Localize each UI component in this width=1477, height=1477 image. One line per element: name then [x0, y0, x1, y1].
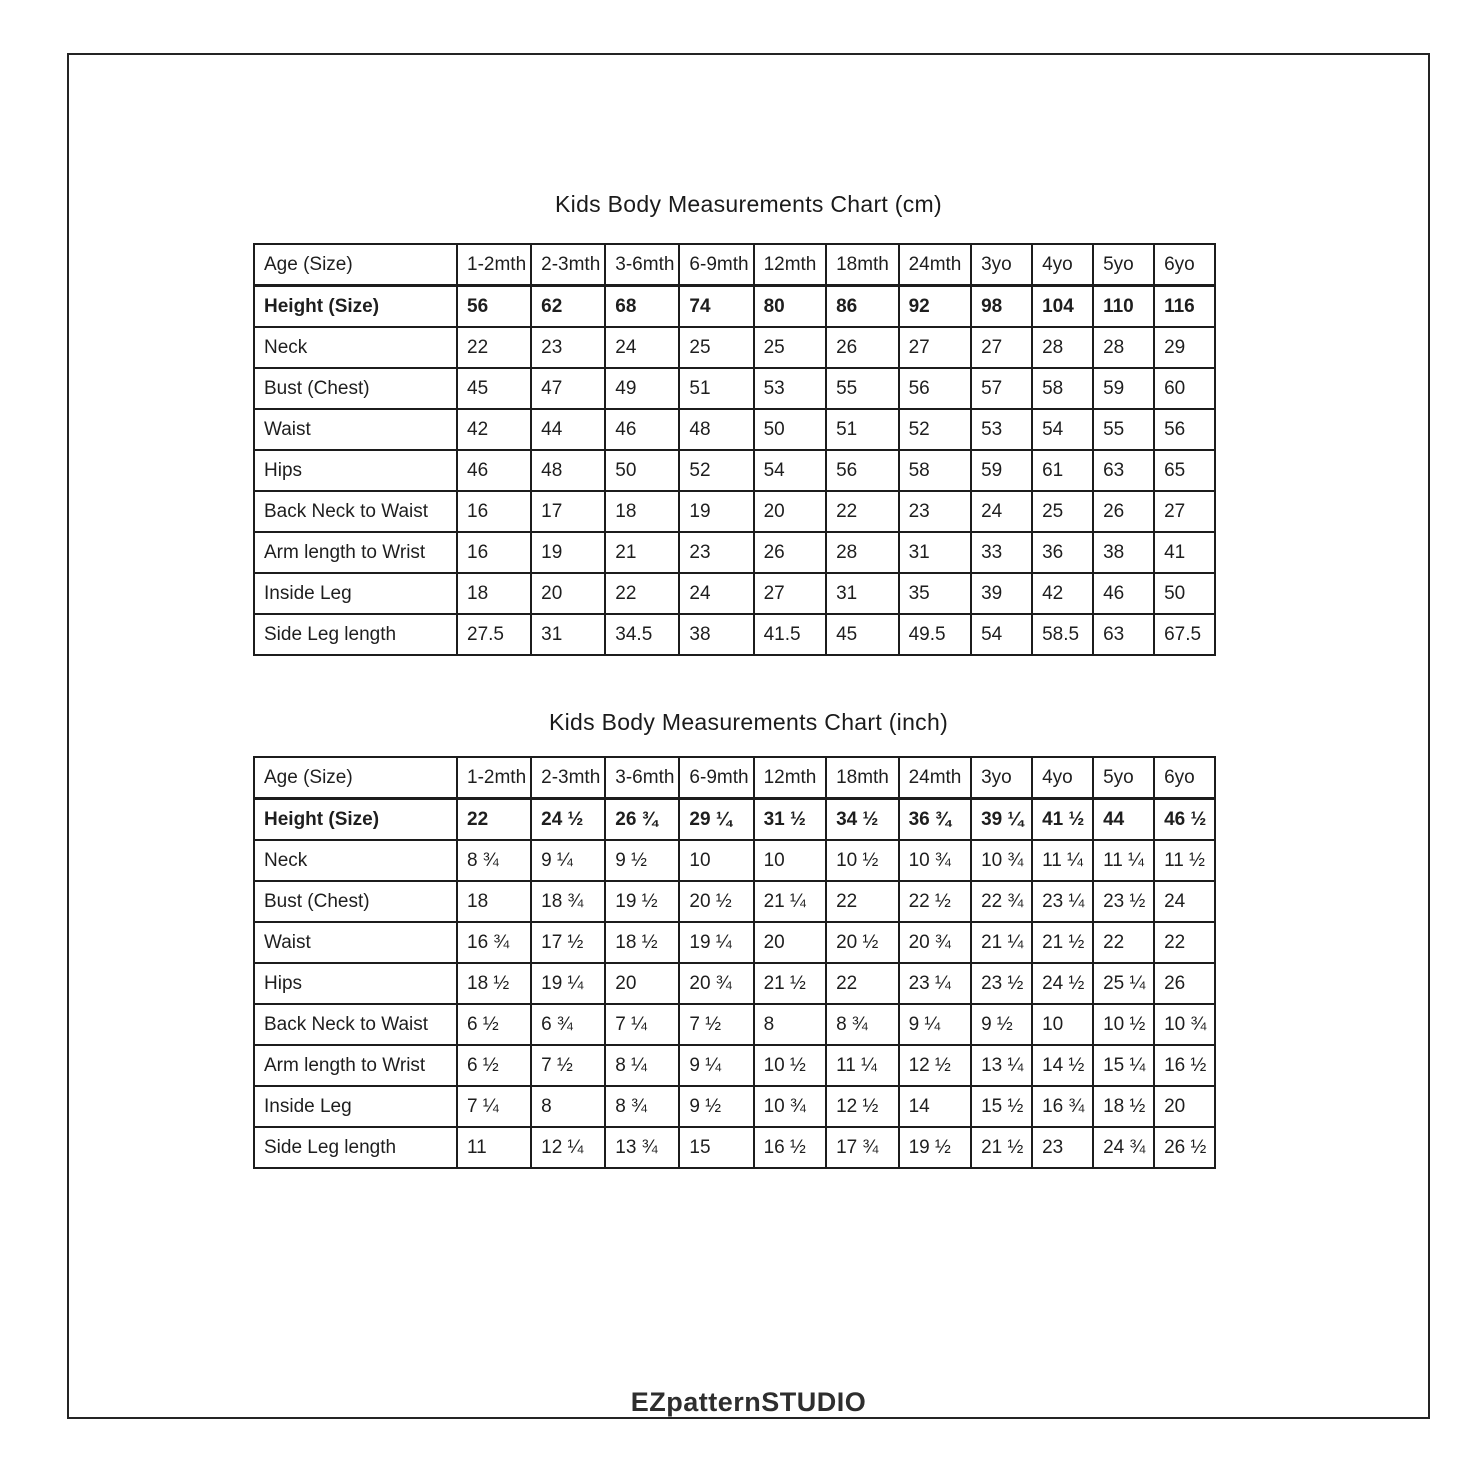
value-cell: 56: [1154, 409, 1215, 450]
value-cell: 24 ¾: [1093, 1127, 1154, 1168]
column-header-cell: 1-2mth: [457, 244, 531, 286]
value-cell: 7 ½: [531, 1045, 605, 1086]
row-label-cell: Bust (Chest): [254, 881, 457, 922]
value-cell: 11 ¼: [1093, 840, 1154, 881]
table-row: [254, 1045, 1215, 1086]
value-cell: 22: [826, 881, 899, 922]
value-cell: 18: [457, 573, 531, 614]
value-cell: 20 ¾: [899, 922, 972, 963]
value-cell: 20: [754, 922, 827, 963]
value-cell: 7 ¼: [457, 1086, 531, 1127]
value-cell: 18 ¾: [531, 881, 605, 922]
value-cell: 31: [531, 614, 605, 655]
column-header-cell: 18mth: [826, 757, 899, 799]
value-cell: 31: [899, 532, 972, 573]
column-header-cell: 24mth: [899, 244, 972, 286]
value-cell: 12 ½: [826, 1086, 899, 1127]
value-cell: 16 ¾: [1032, 1086, 1093, 1127]
value-cell: 26: [754, 532, 827, 573]
value-cell: 20 ½: [679, 881, 753, 922]
value-cell: 20: [754, 491, 827, 532]
value-cell: 18 ½: [457, 963, 531, 1004]
column-header-cell: 4yo: [1032, 244, 1093, 286]
value-cell: 34.5: [605, 614, 679, 655]
table-row: [254, 368, 1215, 409]
header-label-cell: Age (Size): [254, 244, 457, 286]
value-cell: 23: [531, 327, 605, 368]
value-cell: 48: [531, 450, 605, 491]
value-cell: 15 ½: [971, 1086, 1032, 1127]
value-cell: 98: [971, 286, 1032, 328]
cm-chart-section: [69, 190, 1428, 656]
value-cell: 36 ¾: [899, 799, 972, 841]
value-cell: 67.5: [1154, 614, 1215, 655]
value-cell: 22: [826, 963, 899, 1004]
row-label-cell: Waist: [254, 409, 457, 450]
column-header-cell: 6-9mth: [679, 244, 753, 286]
row-label-cell: Arm length to Wrist: [254, 1045, 457, 1086]
value-cell: 50: [605, 450, 679, 491]
value-cell: 23 ½: [971, 963, 1032, 1004]
value-cell: 7 ½: [679, 1004, 753, 1045]
table-row: [254, 840, 1215, 881]
value-cell: 19 ¼: [531, 963, 605, 1004]
value-cell: 27.5: [457, 614, 531, 655]
value-cell: 25 ¼: [1093, 963, 1154, 1004]
value-cell: 27: [754, 573, 827, 614]
inch-chart-section: [69, 708, 1428, 1169]
value-cell: 11 ¼: [826, 1045, 899, 1086]
value-cell: 8 ¾: [826, 1004, 899, 1045]
value-cell: 24 ½: [531, 799, 605, 841]
value-cell: 10: [679, 840, 753, 881]
table-row: [254, 881, 1215, 922]
value-cell: 68: [605, 286, 679, 328]
value-cell: 29: [1154, 327, 1215, 368]
value-cell: 63: [1093, 450, 1154, 491]
value-cell: 13 ¾: [605, 1127, 679, 1168]
value-cell: 27: [1154, 491, 1215, 532]
value-cell: 17 ¾: [826, 1127, 899, 1168]
value-cell: 50: [754, 409, 827, 450]
value-cell: 38: [1093, 532, 1154, 573]
table-row: [254, 1086, 1215, 1127]
value-cell: 12 ½: [899, 1045, 972, 1086]
value-cell: 14 ½: [1032, 1045, 1093, 1086]
value-cell: 45: [457, 368, 531, 409]
value-cell: 28: [1093, 327, 1154, 368]
value-cell: 39: [971, 573, 1032, 614]
column-header-cell: 12mth: [754, 757, 827, 799]
value-cell: 11: [457, 1127, 531, 1168]
column-header-cell: 3-6mth: [605, 757, 679, 799]
value-cell: 10 ½: [754, 1045, 827, 1086]
row-label-cell: Inside Leg: [254, 573, 457, 614]
value-cell: 10: [754, 840, 827, 881]
brand-footer: EZpatternSTUDIO: [630, 1387, 867, 1417]
value-cell: 46 ½: [1154, 799, 1215, 841]
value-cell: 31 ½: [754, 799, 827, 841]
value-cell: 54: [1032, 409, 1093, 450]
value-cell: 34 ½: [826, 799, 899, 841]
table-row: [254, 614, 1215, 655]
row-label-cell: Side Leg length: [254, 614, 457, 655]
value-cell: 63: [1093, 614, 1154, 655]
column-header-cell: 1-2mth: [457, 757, 531, 799]
value-cell: 6 ½: [457, 1045, 531, 1086]
column-header-cell: 12mth: [754, 244, 827, 286]
value-cell: 6 ¾: [531, 1004, 605, 1045]
value-cell: 22: [1093, 922, 1154, 963]
value-cell: 23: [899, 491, 972, 532]
row-label-cell: Arm length to Wrist: [254, 532, 457, 573]
value-cell: 24 ½: [1032, 963, 1093, 1004]
value-cell: 50: [1154, 573, 1215, 614]
value-cell: 74: [679, 286, 753, 328]
value-cell: 29 ¼: [679, 799, 753, 841]
value-cell: 7 ¼: [605, 1004, 679, 1045]
column-header-cell: 2-3mth: [531, 244, 605, 286]
column-header-cell: 3yo: [971, 244, 1032, 286]
value-cell: 51: [679, 368, 753, 409]
table-row: [254, 450, 1215, 491]
value-cell: 55: [1093, 409, 1154, 450]
column-header-cell: 24mth: [899, 757, 972, 799]
table-row: [254, 573, 1215, 614]
value-cell: 41: [1154, 532, 1215, 573]
value-cell: 60: [1154, 368, 1215, 409]
value-cell: 86: [826, 286, 899, 328]
kids-measurements-table-inch: [253, 756, 1216, 1169]
value-cell: 15: [679, 1127, 753, 1168]
value-cell: 13 ¼: [971, 1045, 1032, 1086]
row-label-cell: Back Neck to Waist: [254, 491, 457, 532]
column-header-cell: 2-3mth: [531, 757, 605, 799]
value-cell: 19: [679, 491, 753, 532]
column-header-cell: 4yo: [1032, 757, 1093, 799]
value-cell: 16: [457, 532, 531, 573]
page-border: [67, 53, 1430, 1419]
value-cell: 10 ¾: [754, 1086, 827, 1127]
value-cell: 52: [679, 450, 753, 491]
value-cell: 16 ½: [754, 1127, 827, 1168]
value-cell: 10 ¾: [899, 840, 972, 881]
value-cell: 23: [1032, 1127, 1093, 1168]
value-cell: 20 ¾: [679, 963, 753, 1004]
table-row: [254, 1004, 1215, 1045]
value-cell: 10 ¾: [1154, 1004, 1215, 1045]
table-row: [254, 409, 1215, 450]
value-cell: 49.5: [899, 614, 972, 655]
column-header-cell: 5yo: [1093, 244, 1154, 286]
value-cell: 20: [605, 963, 679, 1004]
value-cell: 26 ½: [1154, 1127, 1215, 1168]
value-cell: 110: [1093, 286, 1154, 328]
value-cell: 65: [1154, 450, 1215, 491]
value-cell: 31: [826, 573, 899, 614]
value-cell: 46: [1093, 573, 1154, 614]
column-header-cell: 3yo: [971, 757, 1032, 799]
value-cell: 42: [1032, 573, 1093, 614]
value-cell: 12 ¼: [531, 1127, 605, 1168]
inch-chart-title: Kids Body Measurements Chart (inch): [548, 709, 949, 735]
value-cell: 23 ¼: [899, 963, 972, 1004]
row-label-cell: Side Leg length: [254, 1127, 457, 1168]
value-cell: 61: [1032, 450, 1093, 491]
column-header-cell: 5yo: [1093, 757, 1154, 799]
table-row: [254, 286, 1215, 328]
value-cell: 10 ¾: [971, 840, 1032, 881]
value-cell: 26: [1093, 491, 1154, 532]
row-label-cell: Inside Leg: [254, 1086, 457, 1127]
column-header-cell: 18mth: [826, 244, 899, 286]
table-row: [254, 1127, 1215, 1168]
value-cell: 22: [1154, 922, 1215, 963]
value-cell: 49: [605, 368, 679, 409]
value-cell: 53: [971, 409, 1032, 450]
value-cell: 17 ½: [531, 922, 605, 963]
value-cell: 28: [1032, 327, 1093, 368]
value-cell: 25: [1032, 491, 1093, 532]
value-cell: 17: [531, 491, 605, 532]
value-cell: 33: [971, 532, 1032, 573]
value-cell: 26: [1154, 963, 1215, 1004]
value-cell: 54: [971, 614, 1032, 655]
column-header-cell: 6yo: [1154, 244, 1215, 286]
row-label-cell: Neck: [254, 840, 457, 881]
value-cell: 46: [605, 409, 679, 450]
column-header-cell: 6yo: [1154, 757, 1215, 799]
value-cell: 25: [679, 327, 753, 368]
value-cell: 24: [971, 491, 1032, 532]
value-cell: 47: [531, 368, 605, 409]
row-label-cell: Height (Size): [254, 799, 457, 841]
value-cell: 20 ½: [826, 922, 899, 963]
value-cell: 11 ¼: [1032, 840, 1093, 881]
value-cell: 11 ½: [1154, 840, 1215, 881]
value-cell: 27: [971, 327, 1032, 368]
value-cell: 56: [899, 368, 972, 409]
value-cell: 9 ½: [971, 1004, 1032, 1045]
value-cell: 80: [754, 286, 827, 328]
column-header-cell: 6-9mth: [679, 757, 753, 799]
value-cell: 53: [754, 368, 827, 409]
value-cell: 38: [679, 614, 753, 655]
value-cell: 116: [1154, 286, 1215, 328]
value-cell: 23 ½: [1093, 881, 1154, 922]
value-cell: 46: [457, 450, 531, 491]
value-cell: 56: [826, 450, 899, 491]
value-cell: 42: [457, 409, 531, 450]
value-cell: 26 ¾: [605, 799, 679, 841]
value-cell: 6 ½: [457, 1004, 531, 1045]
value-cell: 57: [971, 368, 1032, 409]
value-cell: 22: [457, 799, 531, 841]
value-cell: 24: [1154, 881, 1215, 922]
value-cell: 19: [531, 532, 605, 573]
value-cell: 62: [531, 286, 605, 328]
value-cell: 25: [754, 327, 827, 368]
value-cell: 22: [826, 491, 899, 532]
table-row: [254, 327, 1215, 368]
value-cell: 18: [605, 491, 679, 532]
value-cell: 104: [1032, 286, 1093, 328]
value-cell: 22: [457, 327, 531, 368]
value-cell: 8: [754, 1004, 827, 1045]
value-cell: 8 ¾: [457, 840, 531, 881]
row-label-cell: Hips: [254, 963, 457, 1004]
table-header-row: [254, 244, 1215, 286]
header-label-cell: Age (Size): [254, 757, 457, 799]
value-cell: 21 ½: [754, 963, 827, 1004]
value-cell: 18: [457, 881, 531, 922]
value-cell: 54: [754, 450, 827, 491]
value-cell: 16: [457, 491, 531, 532]
value-cell: 28: [826, 532, 899, 573]
value-cell: 22: [605, 573, 679, 614]
value-cell: 18 ½: [1093, 1086, 1154, 1127]
table-row: [254, 799, 1215, 841]
value-cell: 41.5: [754, 614, 827, 655]
value-cell: 52: [899, 409, 972, 450]
value-cell: 9 ¼: [531, 840, 605, 881]
value-cell: 39 ¼: [971, 799, 1032, 841]
value-cell: 9 ½: [605, 840, 679, 881]
value-cell: 48: [679, 409, 753, 450]
value-cell: 21 ½: [1032, 922, 1093, 963]
row-label-cell: Waist: [254, 922, 457, 963]
value-cell: 22 ¾: [971, 881, 1032, 922]
value-cell: 23: [679, 532, 753, 573]
value-cell: 20: [531, 573, 605, 614]
value-cell: 21 ½: [971, 1127, 1032, 1168]
value-cell: 58.5: [1032, 614, 1093, 655]
value-cell: 9 ½: [679, 1086, 753, 1127]
value-cell: 14: [899, 1086, 972, 1127]
value-cell: 19 ½: [899, 1127, 972, 1168]
value-cell: 92: [899, 286, 972, 328]
value-cell: 36: [1032, 532, 1093, 573]
value-cell: 26: [826, 327, 899, 368]
row-label-cell: Neck: [254, 327, 457, 368]
cm-chart-title: Kids Body Measurements Chart (cm): [555, 191, 942, 217]
value-cell: 21 ¼: [971, 922, 1032, 963]
value-cell: 59: [1093, 368, 1154, 409]
value-cell: 10 ½: [826, 840, 899, 881]
value-cell: 24: [605, 327, 679, 368]
value-cell: 58: [1032, 368, 1093, 409]
value-cell: 27: [899, 327, 972, 368]
value-cell: 58: [899, 450, 972, 491]
table-row: [254, 963, 1215, 1004]
value-cell: 16 ¾: [457, 922, 531, 963]
value-cell: 21: [605, 532, 679, 573]
value-cell: 56: [457, 286, 531, 328]
kids-measurements-table-cm: [253, 243, 1216, 656]
value-cell: 8: [531, 1086, 605, 1127]
value-cell: 23 ¼: [1032, 881, 1093, 922]
value-cell: 51: [826, 409, 899, 450]
value-cell: 45: [826, 614, 899, 655]
value-cell: 19 ½: [605, 881, 679, 922]
value-cell: 8 ¾: [605, 1086, 679, 1127]
value-cell: 21 ¼: [754, 881, 827, 922]
row-label-cell: Bust (Chest): [254, 368, 457, 409]
value-cell: 59: [971, 450, 1032, 491]
value-cell: 55: [826, 368, 899, 409]
value-cell: 19 ¼: [679, 922, 753, 963]
value-cell: 8 ¼: [605, 1045, 679, 1086]
column-header-cell: 3-6mth: [605, 244, 679, 286]
value-cell: 18 ½: [605, 922, 679, 963]
table-row: [254, 491, 1215, 532]
value-cell: 44: [1093, 799, 1154, 841]
row-label-cell: Back Neck to Waist: [254, 1004, 457, 1045]
table-header-row: [254, 757, 1215, 799]
row-label-cell: Height (Size): [254, 286, 457, 328]
value-cell: 10 ½: [1093, 1004, 1154, 1045]
table-row: [254, 532, 1215, 573]
value-cell: 44: [531, 409, 605, 450]
value-cell: 9 ¼: [899, 1004, 972, 1045]
table-row: [254, 922, 1215, 963]
value-cell: 35: [899, 573, 972, 614]
value-cell: 9 ¼: [679, 1045, 753, 1086]
row-label-cell: Hips: [254, 450, 457, 491]
value-cell: 15 ¼: [1093, 1045, 1154, 1086]
value-cell: 24: [679, 573, 753, 614]
value-cell: 20: [1154, 1086, 1215, 1127]
value-cell: 16 ½: [1154, 1045, 1215, 1086]
value-cell: 22 ½: [899, 881, 972, 922]
value-cell: 10: [1032, 1004, 1093, 1045]
value-cell: 41 ½: [1032, 799, 1093, 841]
